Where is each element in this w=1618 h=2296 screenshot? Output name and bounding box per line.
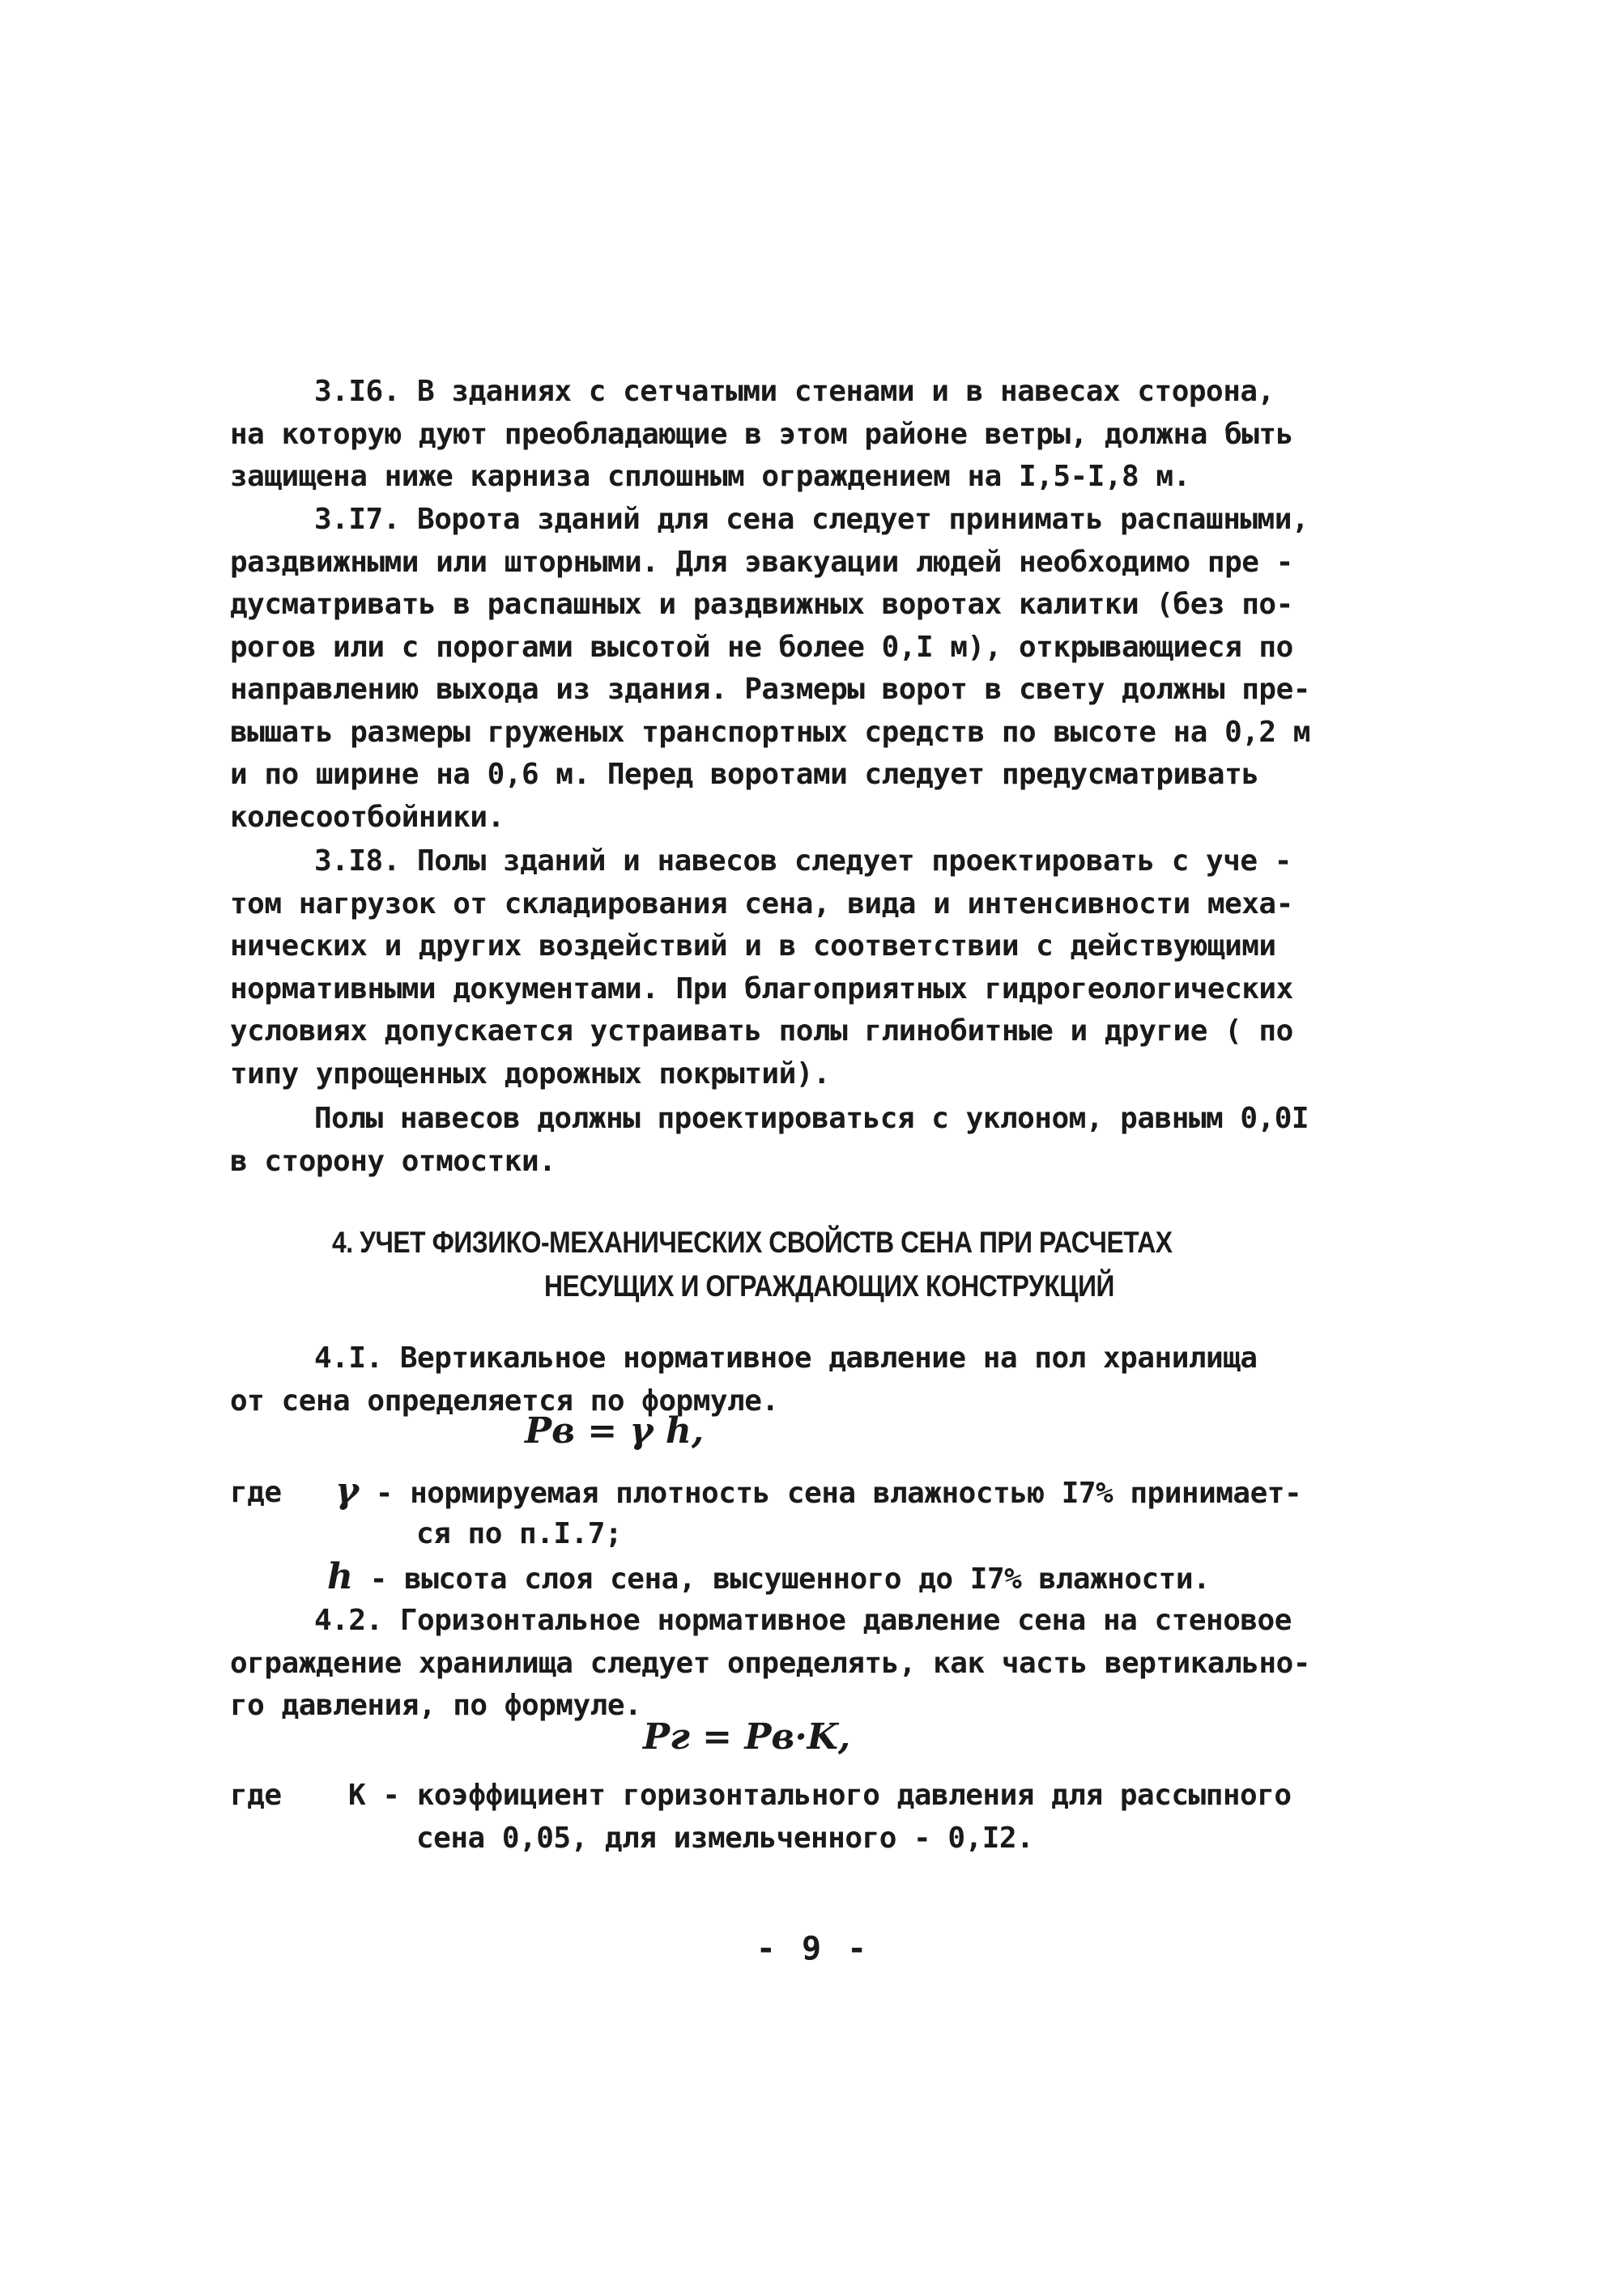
k-definition-cont: сена 0,05, для измельченного - 0,I2. bbox=[416, 1822, 1034, 1855]
where-k-row-2 bbox=[416, 1818, 1033, 1860]
formula-vertical-pressure bbox=[525, 1410, 704, 1452]
h-symbol: h bbox=[327, 1556, 353, 1597]
where-k-row bbox=[348, 1775, 1292, 1818]
page-number: - 9 - bbox=[756, 1930, 871, 1967]
formula-text: Pг = Pв·K, bbox=[643, 1716, 851, 1758]
where-label bbox=[230, 1472, 282, 1515]
text-line: направлению выхода из здания. Размеры ворот в свету должны пре- bbox=[230, 673, 1310, 706]
text-line: раздвижными или шторными. Для эвакуации людей необходимо пре - bbox=[230, 545, 1293, 579]
text-line: типу упрощенных дорожных покрытий). bbox=[230, 1057, 831, 1091]
text-line: 3.I6. В зданиях с сетчатыми стенами и в навесах сторона, bbox=[314, 375, 1275, 408]
paragraph-3-18 bbox=[230, 840, 1315, 1095]
text-line: 4.2. Горизонтальное нормативное давление сена на стеновое bbox=[314, 1604, 1292, 1637]
text-line: Полы навесов должны проектироваться с уклоном, равным 0,0I bbox=[314, 1102, 1309, 1135]
text-line: защищена ниже карниза сплошным ограждением на I,5-I,8 м. bbox=[230, 460, 1190, 493]
text-line: нормативными документами. При благоприятных гидрогеологических bbox=[230, 972, 1293, 1006]
paragraph-3-16 bbox=[230, 371, 1315, 499]
where-gamma-row bbox=[335, 1470, 1301, 1516]
text-line: вышать размеры груженых транспортных средств по высоте на 0,2 м bbox=[230, 715, 1310, 749]
section-heading-line-1 bbox=[332, 1221, 1279, 1265]
formula-horizontal-pressure bbox=[643, 1716, 850, 1758]
text-line: 3.I7. Ворота зданий для сена следует принимать распашными, bbox=[314, 503, 1309, 536]
formula-text: Pв = γ h, bbox=[525, 1410, 705, 1452]
where-h-row bbox=[327, 1556, 1210, 1601]
text-line: дусматривать в распашных и раздвижных воротах калитки (без по- bbox=[230, 588, 1293, 621]
text-line: том нагрузок от складирования сена, вида и интенсивности меха- bbox=[230, 887, 1293, 921]
where-label-text: где bbox=[230, 1779, 282, 1812]
text-line: рогов или с порогами высотой не более 0,I м), открывающиеся по bbox=[230, 630, 1293, 664]
section-heading-line-2 bbox=[544, 1265, 1492, 1308]
text-line: 4.I. Вертикальное нормативное давление на пол хранилища bbox=[314, 1341, 1258, 1375]
k-definition: К - коэффициент горизонтального давления для рассыпного bbox=[348, 1779, 1292, 1812]
text-line: и по ширине на 0,6 м. Перед воротами следует предусматривать bbox=[230, 758, 1259, 791]
gamma-definition-cont: ся по п.I.7; bbox=[416, 1517, 623, 1550]
paragraph-4-1 bbox=[230, 1337, 1315, 1422]
text-line: ограждение хранилища следует определять, как часть вертикально- bbox=[230, 1646, 1310, 1680]
text-line: го давления, по формуле. bbox=[230, 1689, 642, 1722]
text-line: колесоотбойники. bbox=[230, 800, 505, 834]
text-line: условиях допускается устраивать полы глинобитные и другие ( по bbox=[230, 1014, 1293, 1048]
heading-text: 4. УЧЕТ ФИЗИКО-МЕХАНИЧЕСКИХ СВОЙСТВ СЕНА ПРИ РАСЧЕТАХ bbox=[332, 1226, 1173, 1259]
text-line: на которую дуют преобладающие в этом районе ветры, должна быть bbox=[230, 417, 1293, 451]
text-line: 3.I8. Полы зданий и навесов следует проектировать с уче - bbox=[314, 844, 1292, 878]
text-line: нических и других воздействий и в соответствии с действующими bbox=[230, 929, 1276, 963]
gamma-definition: - нормируемая плотность сена влажностью I7% принимает- bbox=[375, 1477, 1302, 1510]
heading-text: НЕСУЩИХ И ОГРАЖДАЮЩИХ КОНСТРУКЦИЙ bbox=[544, 1269, 1115, 1303]
where-gamma-row-2 bbox=[416, 1513, 622, 1556]
h-definition: - высота слоя сена, высушенного до I7% влажности. bbox=[369, 1563, 1211, 1596]
text-line: в сторону отмостки. bbox=[230, 1144, 556, 1178]
paragraph-3-18-floors bbox=[230, 1098, 1315, 1183]
gamma-symbol: γ bbox=[335, 1470, 359, 1512]
text-line: от сена определяется по формуле. bbox=[230, 1384, 779, 1418]
where-label-2 bbox=[230, 1775, 282, 1818]
paragraph-4-2 bbox=[230, 1600, 1315, 1728]
paragraph-3-17 bbox=[230, 499, 1315, 839]
where-label-text: где bbox=[230, 1476, 282, 1509]
